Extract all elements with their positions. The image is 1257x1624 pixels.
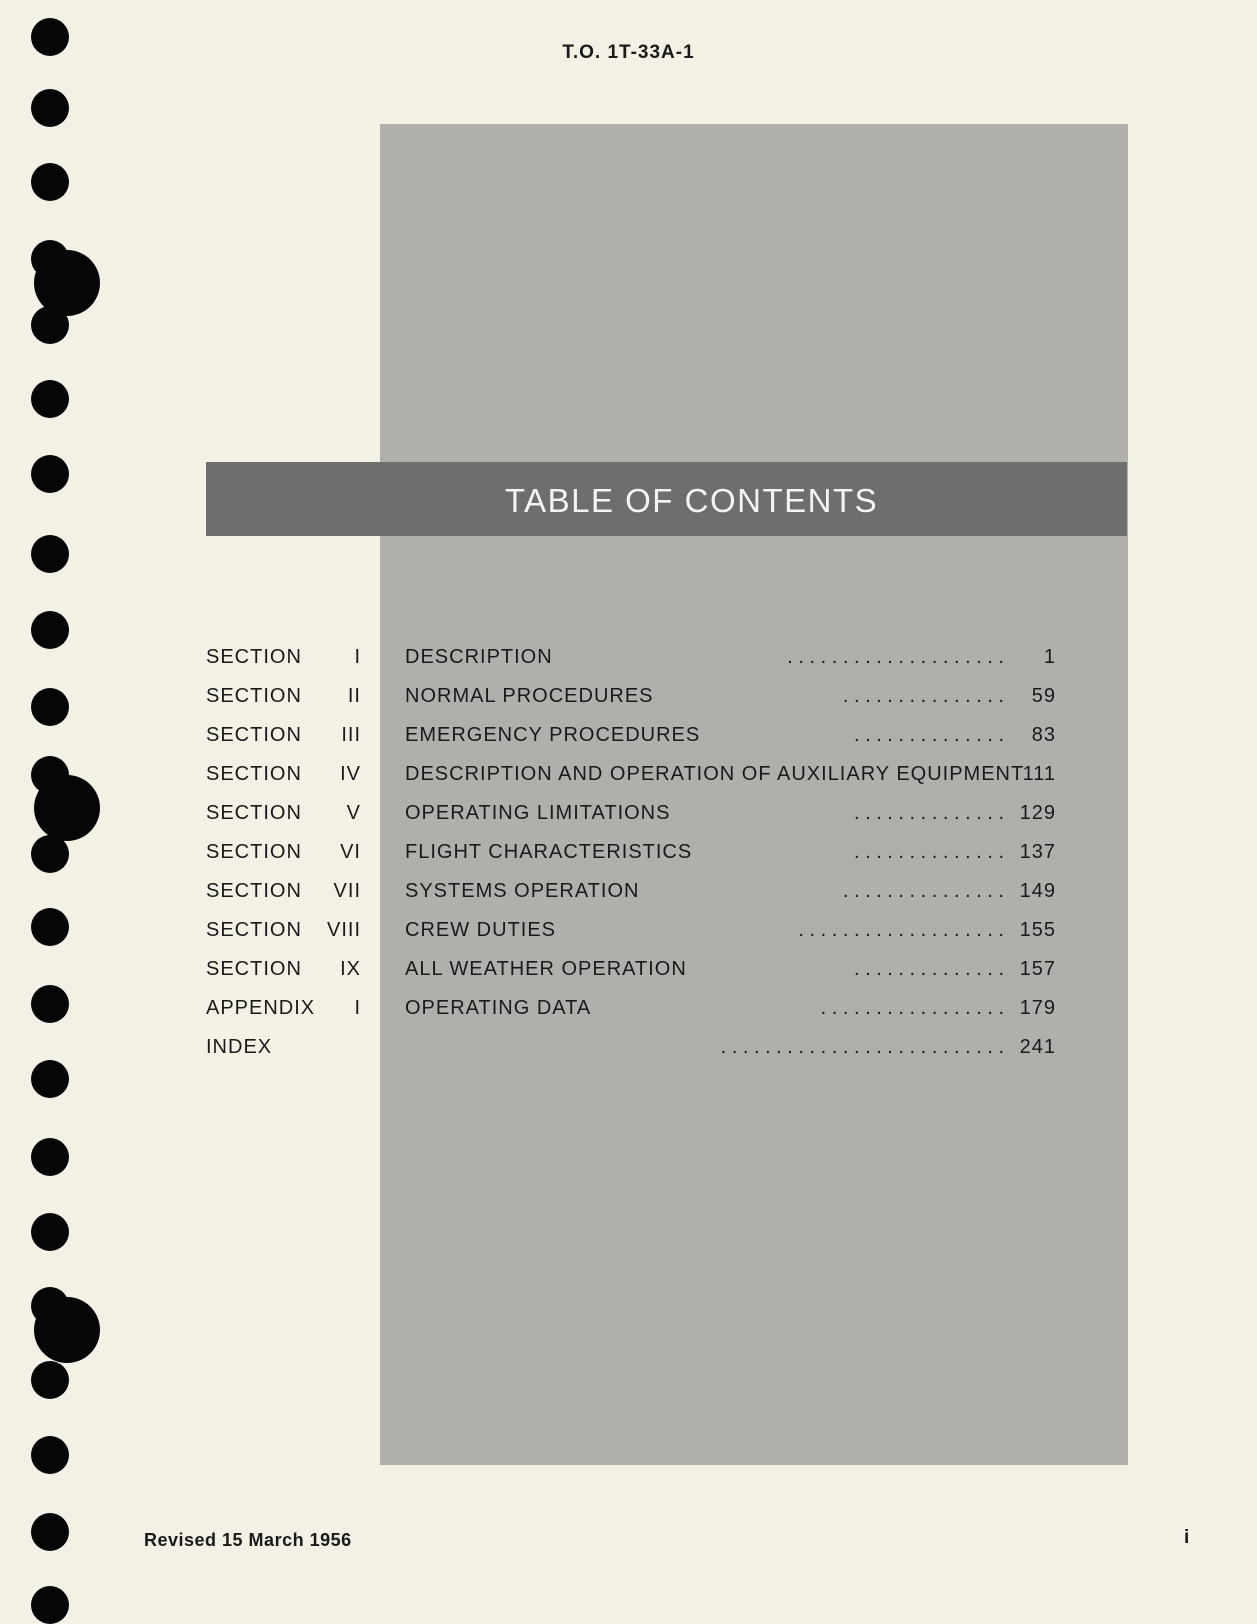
section-number: I xyxy=(354,646,361,668)
section-label: SECTION xyxy=(206,919,302,941)
section-label: SECTION xyxy=(206,724,302,746)
section-number: IX xyxy=(340,958,361,980)
toc-entry xyxy=(206,677,1056,716)
section-label: SECTION xyxy=(206,763,302,785)
page-number: 179 xyxy=(1019,997,1056,1019)
dot-leader: . . . . . . . . . . . . . . xyxy=(853,958,1004,980)
dot-leader: . . . . . . . . . . . . . . . . . xyxy=(820,997,1004,1019)
page-number: 83 xyxy=(1031,724,1056,746)
binder-hole xyxy=(31,835,69,873)
dot-leader: . . . . . . . . . . . . . . xyxy=(853,724,1004,746)
page-number: 241 xyxy=(1019,1036,1056,1058)
section-title: EMERGENCY PROCEDURES xyxy=(405,724,701,746)
section-title: CREW DUTIES xyxy=(405,919,556,941)
page-number: 1 xyxy=(1043,646,1056,668)
page-number: 157 xyxy=(1019,958,1056,980)
binder-hole xyxy=(34,1297,100,1363)
binder-hole xyxy=(31,908,69,946)
dot-leader: . . . . . . . . . . . . . . . . . . . . xyxy=(787,646,1004,668)
section-title: ALL WEATHER OPERATION xyxy=(405,958,687,980)
toc-entry xyxy=(206,833,1056,872)
toc-entry xyxy=(206,755,1056,794)
page-number: 129 xyxy=(1019,802,1056,824)
dot-leader: . . . . . . . . . . . . . . xyxy=(853,841,1004,863)
toc-entry xyxy=(206,716,1056,755)
section-title: DESCRIPTION AND OPERATION OF AUXILIARY EQUIPMENT xyxy=(405,763,1025,785)
binder-hole xyxy=(31,1586,69,1624)
binder-hole xyxy=(31,306,69,344)
section-label: SECTION xyxy=(206,880,302,902)
binder-hole xyxy=(31,1060,69,1098)
section-number: III xyxy=(341,724,361,746)
dot-leader: . . . . . . . . . . . . . . . xyxy=(842,685,1004,707)
section-title: OPERATING DATA xyxy=(405,997,592,1019)
binder-hole xyxy=(31,535,69,573)
dot-leader: . . . . . . . . . . . . . . . xyxy=(842,880,1004,902)
section-label: SECTION xyxy=(206,958,302,980)
binder-hole xyxy=(31,1513,69,1551)
section-title: OPERATING LIMITATIONS xyxy=(405,802,671,824)
binder-hole xyxy=(31,380,69,418)
section-label: SECTION xyxy=(206,841,302,863)
binder-hole xyxy=(31,611,69,649)
dot-leader: . . . . . . . . . . . . . . xyxy=(853,802,1004,824)
document-number: T.O. 1T-33A-1 xyxy=(562,42,695,63)
section-title: DESCRIPTION xyxy=(405,646,553,668)
section-label: APPENDIX xyxy=(206,997,316,1019)
section-number: VII xyxy=(333,880,361,902)
binder-hole xyxy=(34,775,100,841)
section-title: SYSTEMS OPERATION xyxy=(405,880,640,902)
section-title: NORMAL PROCEDURES xyxy=(405,685,654,707)
section-label: INDEX xyxy=(206,1036,273,1058)
toc-banner xyxy=(206,462,1127,536)
binder-hole xyxy=(31,1138,69,1176)
binder-hole xyxy=(31,1436,69,1474)
page-number: 137 xyxy=(1019,841,1056,863)
section-title: FLIGHT CHARACTERISTICS xyxy=(405,841,693,863)
toc-list xyxy=(206,638,1056,1067)
section-number: I xyxy=(354,997,361,1019)
page-number: 149 xyxy=(1019,880,1056,902)
revision-date: Revised 15 March 1956 xyxy=(144,1530,352,1550)
dot-leader: . . . . . . . . . . . . . . . . . . . . . . . . . . xyxy=(720,1036,1004,1058)
page-folio: i xyxy=(1184,1527,1190,1548)
page-number: 111 xyxy=(1022,763,1056,785)
section-label: SECTION xyxy=(206,646,302,668)
binder-hole xyxy=(31,455,69,493)
toc-entry xyxy=(206,1028,1056,1067)
binder-hole xyxy=(31,89,69,127)
section-number: V xyxy=(346,802,361,824)
page-number: 155 xyxy=(1019,919,1056,941)
dot-leader: . . . . . . . . . . . . . . . . . . . xyxy=(798,919,1004,941)
toc-entry xyxy=(206,950,1056,989)
section-number: II xyxy=(347,685,361,707)
page-number: 59 xyxy=(1031,685,1056,707)
section-number: VIII xyxy=(326,919,361,941)
toc-entry xyxy=(206,638,1056,677)
binder-hole xyxy=(31,688,69,726)
binder-hole xyxy=(31,163,69,201)
binder-hole xyxy=(31,1361,69,1399)
toc-entry xyxy=(206,911,1056,950)
section-label: SECTION xyxy=(206,685,302,707)
toc-entry xyxy=(206,794,1056,833)
binder-hole xyxy=(31,1213,69,1251)
toc-entry xyxy=(206,989,1056,1028)
toc-entry xyxy=(206,872,1056,911)
section-number: IV xyxy=(340,763,361,785)
section-label: SECTION xyxy=(206,802,302,824)
section-number: VI xyxy=(340,841,361,863)
binder-hole xyxy=(31,985,69,1023)
toc-title: TABLE OF CONTENTS xyxy=(504,482,879,519)
